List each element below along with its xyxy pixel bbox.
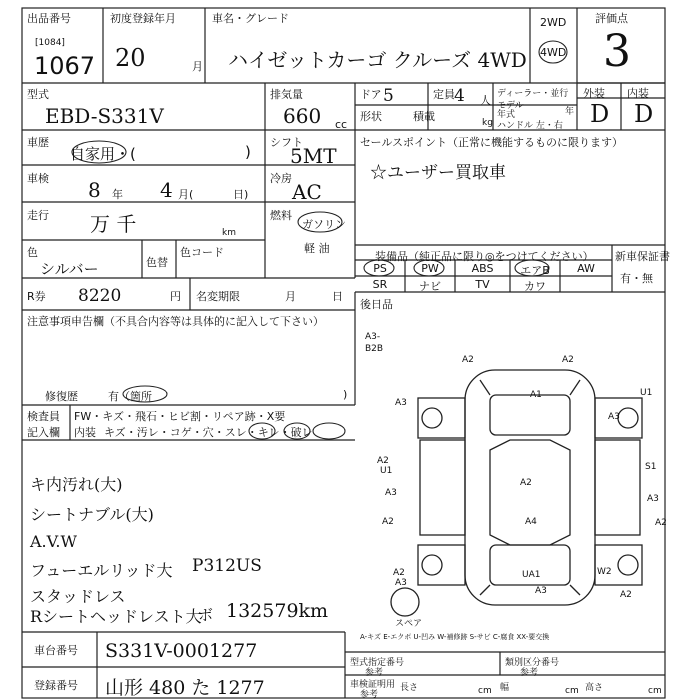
damage-mark: W2: [597, 567, 612, 577]
model-year-label1: モデル: [497, 101, 524, 111]
mileage-value: 万 千: [90, 212, 137, 236]
equip-navi: ナビ: [419, 280, 441, 293]
fuel-label: 燃料: [270, 209, 292, 222]
model-value: EBD-S331V: [45, 104, 164, 128]
recycle-value: 8220: [78, 286, 122, 306]
inspection-year: 8: [88, 178, 101, 202]
damage-mark: A3-: [365, 332, 381, 342]
interior-label: 内装: [627, 87, 649, 100]
doors-label: ドア: [360, 88, 382, 101]
name-change-day: 日: [332, 290, 343, 303]
equipment-label: 装備品（純正品に限り◎をつけてください）: [375, 250, 594, 263]
damage-mark: A2: [382, 517, 394, 527]
category-label: 類別区分番号: [505, 658, 560, 668]
sales-point-label: セールスポイント（正常に機能するものに限ります）: [360, 136, 624, 149]
remark-item: シートナブル(大): [30, 505, 154, 524]
score-label: 評価点: [595, 12, 628, 25]
damage-mark: A2: [655, 518, 667, 528]
first-reg-year: 20: [115, 44, 146, 72]
inspection-month: 4: [160, 178, 173, 202]
history-value: 自家用・(: [70, 145, 136, 163]
dealer-label: ディーラー・並行: [497, 89, 569, 99]
equip-tv: TV: [475, 278, 490, 291]
doors-value: 5: [383, 86, 394, 106]
color-value: シルバー: [40, 260, 99, 278]
inspection-day-unit: 日): [233, 188, 249, 201]
inspection-label: 車検: [27, 172, 49, 185]
name-grade-label: 車名・グレード: [212, 12, 289, 25]
repair-label: 修復歴: [45, 390, 78, 403]
displacement-value: 660: [283, 104, 322, 128]
name-change-label: 名変期限: [196, 290, 240, 303]
lot-sub: [1084]: [35, 38, 65, 48]
damage-mark: A2: [620, 590, 632, 600]
lot-number: 1067: [34, 52, 96, 80]
score-value: 3: [603, 26, 631, 77]
damage-mark: U1: [380, 466, 393, 476]
model-year-label2: 年式: [497, 110, 516, 120]
inspection-year-unit: 年: [112, 188, 123, 201]
interior-score: D: [634, 100, 654, 128]
damage-mark: A2: [562, 355, 574, 365]
damage-mark: S1: [645, 462, 657, 472]
displacement-unit: cc: [335, 118, 348, 131]
equip-abs: ABS: [471, 262, 494, 275]
inspector-label1: 検査員: [27, 410, 60, 423]
reg-width: 幅: [500, 683, 510, 693]
damage-mark: A3: [535, 586, 547, 596]
warranty-label: 新車保証書: [615, 250, 670, 263]
capacity-label: 定員: [433, 88, 455, 101]
lot-label: 出品番号: [27, 12, 71, 25]
name-change-month: 月: [285, 290, 296, 303]
ac-label: 冷房: [270, 172, 292, 185]
remark-item: フューエルリッド大: [30, 561, 173, 580]
odo-label: ボ: [198, 606, 214, 624]
history-label: 車歴: [27, 136, 49, 149]
remark-item: Rシートヘッドレスト大: [30, 607, 202, 626]
repair-value: 有（箇所: [108, 390, 152, 403]
recycle-unit: 円: [170, 290, 181, 303]
damage-mark: B2B: [365, 344, 384, 354]
shift-label: シフト: [270, 136, 303, 149]
damage-mark: A2: [462, 355, 474, 365]
equip-pw: PW: [421, 262, 439, 275]
chassis-label: 車台番号: [34, 644, 78, 657]
remark-item: A.V.W: [30, 532, 77, 551]
remark-item: キ内汚れ(大): [30, 475, 123, 494]
mileage-unit: km: [222, 228, 236, 238]
load-unit: kg: [482, 118, 493, 128]
first-reg-month-unit: 月: [192, 60, 203, 73]
sales-point-value: ☆ユーザー買取車: [370, 163, 506, 183]
equip-leather: カワ: [524, 280, 546, 293]
spare-label: スペア: [395, 619, 423, 629]
fuel-diesel: 軽 油: [304, 242, 330, 255]
reg-length: 長さ: [400, 683, 419, 693]
capacity-value: 4: [454, 86, 465, 106]
equip-ps: PS: [373, 262, 387, 275]
color-code-label: 色コード: [180, 246, 224, 259]
damage-mark: A4: [525, 517, 537, 527]
displacement-label: 排気量: [270, 88, 303, 101]
warranty-value: 有・無: [620, 272, 653, 285]
inspector-line2: キズ・汚レ・コゲ・穴・スレ・キレ・破レ: [104, 426, 313, 439]
damage-mark: U1: [640, 388, 653, 398]
damage-mark: A2: [393, 568, 405, 578]
reg-cm3: cm: [648, 686, 662, 696]
damage-mark: A2: [377, 456, 389, 466]
shift-value: 5MT: [290, 144, 337, 168]
handle-label: ハンドル 左・右: [497, 121, 563, 131]
inspector-line1: FW・キズ・飛石・ヒビ割・リペア跡・X要: [74, 410, 286, 423]
plate-value: 山形 480 た 1277: [105, 677, 265, 699]
capacity-unit: 人: [480, 94, 491, 107]
car-diagram: [391, 370, 642, 616]
inspector-label2: 記入欄: [27, 426, 60, 439]
damage-mark: A3: [385, 488, 397, 498]
category-sub: 参考: [520, 668, 539, 678]
exterior-score: D: [590, 100, 610, 128]
registration-label: 車検証明用: [350, 680, 396, 690]
damage-legend: A-キズ E-エクボ U-凹み W-補修跡 S-サビ C-腐食 XX-要交換: [360, 633, 550, 641]
damage-mark: A1: [530, 390, 542, 400]
equip-aw: AW: [577, 262, 595, 275]
color-label: 色: [27, 246, 38, 259]
registration-sub: 参考: [360, 690, 379, 700]
special-label: 型式指定番号: [350, 658, 405, 668]
repair-close: ): [343, 388, 348, 401]
odometer: 132579km: [226, 600, 329, 622]
model-label: 型式: [27, 88, 49, 101]
drive-2wd: 2WD: [540, 16, 567, 29]
inspection-month-unit: 月(: [178, 188, 194, 201]
model-year-unit: 年: [565, 107, 575, 117]
reg-cm1: cm: [478, 686, 492, 696]
rear-seat-label: 後日品: [360, 298, 393, 311]
fuel-gas: ガソリン: [302, 218, 346, 231]
load-label: 積載: [413, 110, 435, 123]
shape-label: 形状: [360, 110, 382, 123]
damage-mark: A2: [520, 478, 532, 488]
first-reg-label: 初度登録年月: [110, 12, 176, 25]
name-grade-value: ハイゼットカーゴ クルーズ 4WD: [228, 48, 527, 72]
inspector-line2-label: 内装: [74, 426, 96, 439]
reg-height: 高さ: [585, 683, 604, 693]
reg-cm2: cm: [565, 686, 579, 696]
drive-4wd: 4WD: [540, 46, 567, 59]
ac-value: AC: [292, 180, 322, 204]
exterior-label: 外装: [583, 87, 605, 100]
damage-mark: UA1: [522, 570, 541, 580]
remark-item: スタッドレス: [30, 587, 126, 606]
tire-code: P312US: [192, 556, 262, 576]
notes-label: 注意事項申告欄（不具合内容等は具体的に記入して下さい）: [27, 315, 324, 328]
special-sub: 参考: [365, 668, 384, 678]
damage-mark: A3: [647, 494, 659, 504]
damage-mark: A3: [395, 398, 407, 408]
history-close: ): [245, 143, 251, 161]
plate-label: 登録番号: [34, 679, 78, 692]
recycle-label: R券: [27, 290, 46, 303]
damage-mark: A3: [395, 578, 407, 588]
color-change-label: 色替: [146, 256, 168, 269]
chassis-value: S331V-0001277: [105, 640, 258, 662]
equip-sr: SR: [372, 278, 388, 291]
damage-mark: A3: [608, 412, 620, 422]
mileage-label: 走行: [27, 209, 49, 222]
equip-airbag: エアB: [520, 264, 550, 277]
